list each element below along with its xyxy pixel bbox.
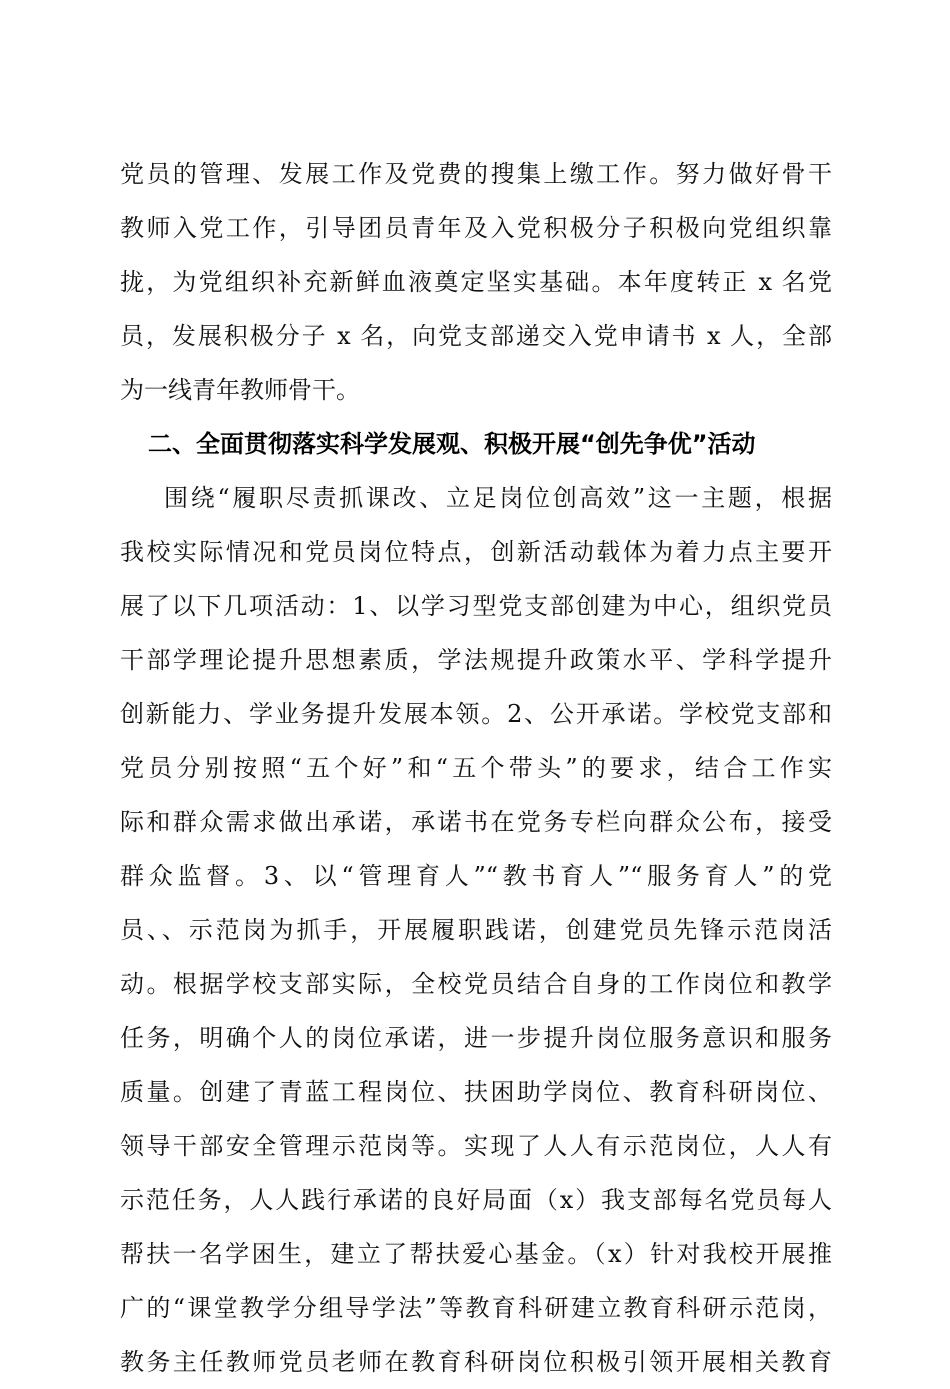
text-line: 为一线青年教师骨干。 [120, 376, 360, 404]
text-line: 任务，明确个人的岗位承诺，进一步提升岗位服务意识和服务 [120, 1024, 832, 1052]
text-line: 党员的管理、发展工作及党费的搜集上缴工作。努力做好骨干 [120, 160, 832, 188]
text-line: 教师入党工作，引导团员青年及入党积极分子积极向党组织靠 [120, 214, 832, 242]
text-line: 围绕“履职尽责抓课改、立足岗位创高效”这一主题，根据 [164, 484, 832, 512]
document-body [120, 147, 832, 1389]
section-heading-2: 二、全面贯彻落实科学发展观、积极开展“创先争优”活动 [148, 430, 756, 458]
text-line: 广的“课堂教学分组导学法”等教育科研建立教育科研示范岗， [120, 1294, 832, 1322]
text-line: 质量。创建了青蓝工程岗位、扶困助学岗位、教育科研岗位、 [120, 1078, 832, 1106]
text-line: 帮扶一名学困生，建立了帮扶爱心基金。（x）针对我校开展推 [120, 1240, 832, 1268]
text-line: 干部学理论提升思想素质，学法规提升政策水平、学科学提升 [120, 646, 832, 674]
paragraph-party-member-management [120, 147, 832, 417]
text-line: 党员分别按照“五个好”和“五个带头”的要求，结合工作实 [120, 754, 832, 782]
text-line: 展了以下几项活动：1、以学习型党支部创建为中心，组织党员 [120, 592, 832, 620]
text-line: 教务主任教师党员老师在教育科研岗位积极引领开展相关教育 [120, 1348, 832, 1376]
text-line: 员，发展积极分子 x 名，向党支部递交入党申请书 x 人，全部 [120, 322, 832, 350]
text-line: 际和群众需求做出承诺，承诺书在党务专栏向群众公布，接受 [120, 808, 832, 836]
text-line: 创新能力、学业务提升发展本领。2、公开承诺。学校党支部和 [120, 700, 832, 728]
text-line: 群众监督。3、以“管理育人”“教书育人”“服务育人”的党 [120, 862, 832, 890]
text-line: 动。根据学校支部实际，全校党员结合自身的工作岗位和教学 [120, 970, 832, 998]
text-line: 员、、示范岗为抓手，开展履职践诺，创建党员先锋示范岗活 [120, 916, 832, 944]
text-line: 我校实际情况和党员岗位特点，创新活动载体为着力点主要开 [120, 538, 832, 566]
paragraph-activities [120, 471, 832, 1389]
text-line: 拢，为党组织补充新鲜血液奠定坚实基础。本年度转正 x 名党 [120, 268, 832, 296]
text-line: 示范任务，人人践行承诺的良好局面（x）我支部每名党员每人 [120, 1186, 832, 1214]
text-line: 领导干部安全管理示范岗等。实现了人人有示范岗位，人人有 [120, 1132, 832, 1160]
